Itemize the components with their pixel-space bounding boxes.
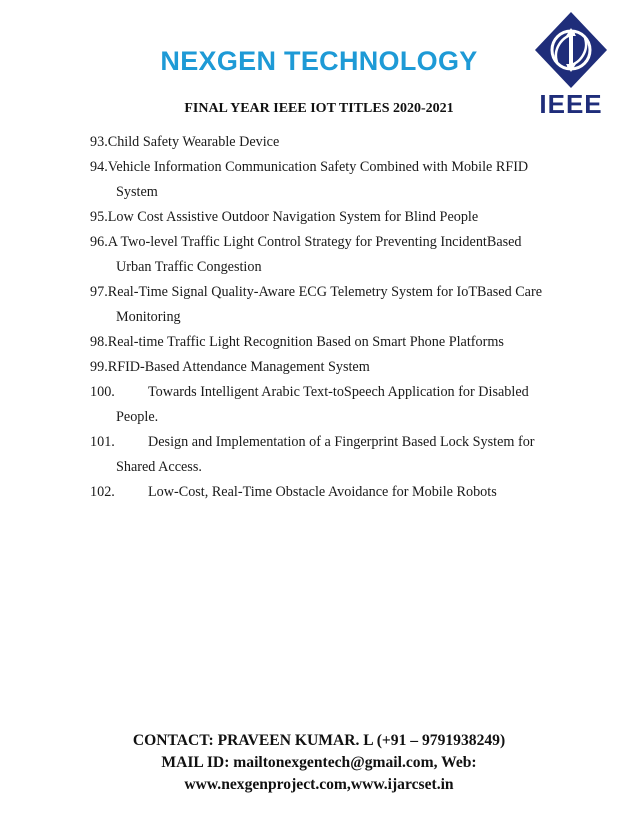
web-line: www.nexgenproject.com,www.ijarcset.in: [184, 776, 454, 793]
titles-list: [90, 130, 562, 505]
brand-title: NEXGEN TECHNOLOGY: [160, 46, 478, 76]
contact-line: CONTACT: PRAVEEN KUMAR. L (+91 – 9791938249): [132, 732, 506, 749]
item-number: 99.: [90, 359, 108, 375]
item-title-continued: Urban Traffic Congestion: [116, 259, 262, 275]
mail-line: MAIL ID: mailtonexgentech@gmail.com, Web:: [161, 754, 477, 771]
item-title: Design and Implementation of a Fingerprint Based Lock System for: [148, 434, 535, 450]
item-title: Low Cost Assistive Outdoor Navigation System for Blind People: [107, 209, 479, 225]
ieee-diamond-icon: [533, 10, 609, 90]
item-number: 100.: [90, 384, 115, 400]
item-title-continued: People.: [116, 409, 159, 425]
item-number: 101.: [90, 434, 115, 450]
item-number: 98.: [90, 334, 108, 350]
list-item: [90, 280, 562, 330]
page-subtitle: FINAL YEAR IEEE IOT TITLES 2020-2021: [184, 101, 454, 116]
item-title-continued: System: [116, 184, 158, 200]
list-item: [90, 205, 562, 230]
item-title: Towards Intelligent Arabic Text-toSpeech Application for Disabled: [148, 384, 529, 400]
item-title-continued: Shared Access.: [116, 459, 202, 475]
item-number: 102.: [90, 484, 115, 500]
list-item: [90, 430, 562, 480]
list-item: [90, 480, 562, 505]
list-item: [90, 155, 562, 205]
item-number: 93.: [90, 134, 108, 150]
list-item: [90, 355, 562, 380]
item-title-continued: Monitoring: [116, 309, 181, 325]
list-item: [90, 230, 562, 280]
item-title: RFID-Based Attendance Management System: [107, 359, 370, 375]
list-item: [90, 330, 562, 355]
contact-footer: [0, 730, 638, 796]
item-number: 94.: [90, 159, 108, 175]
list-item: [90, 130, 562, 155]
item-number: 95.: [90, 209, 108, 225]
item-title: Vehicle Information Communication Safety Combined with Mobile RFID: [107, 159, 529, 175]
item-title: A Two-level Traffic Light Control Strategy for Preventing IncidentBased: [107, 234, 522, 250]
item-number: 97.: [90, 284, 108, 300]
item-number: 96.: [90, 234, 108, 250]
item-title: Real-time Traffic Light Recognition Based on Smart Phone Platforms: [107, 334, 504, 350]
item-title: Low-Cost, Real-Time Obstacle Avoidance for Mobile Robots: [148, 484, 497, 500]
item-title: Child Safety Wearable Device: [107, 134, 280, 150]
ieee-logo-text: IEEE: [539, 89, 603, 119]
item-title: Real-Time Signal Quality-Aware ECG Telemetry System for IoTBased Care: [107, 284, 543, 300]
list-item: [90, 380, 562, 430]
ieee-logo: [533, 10, 609, 122]
